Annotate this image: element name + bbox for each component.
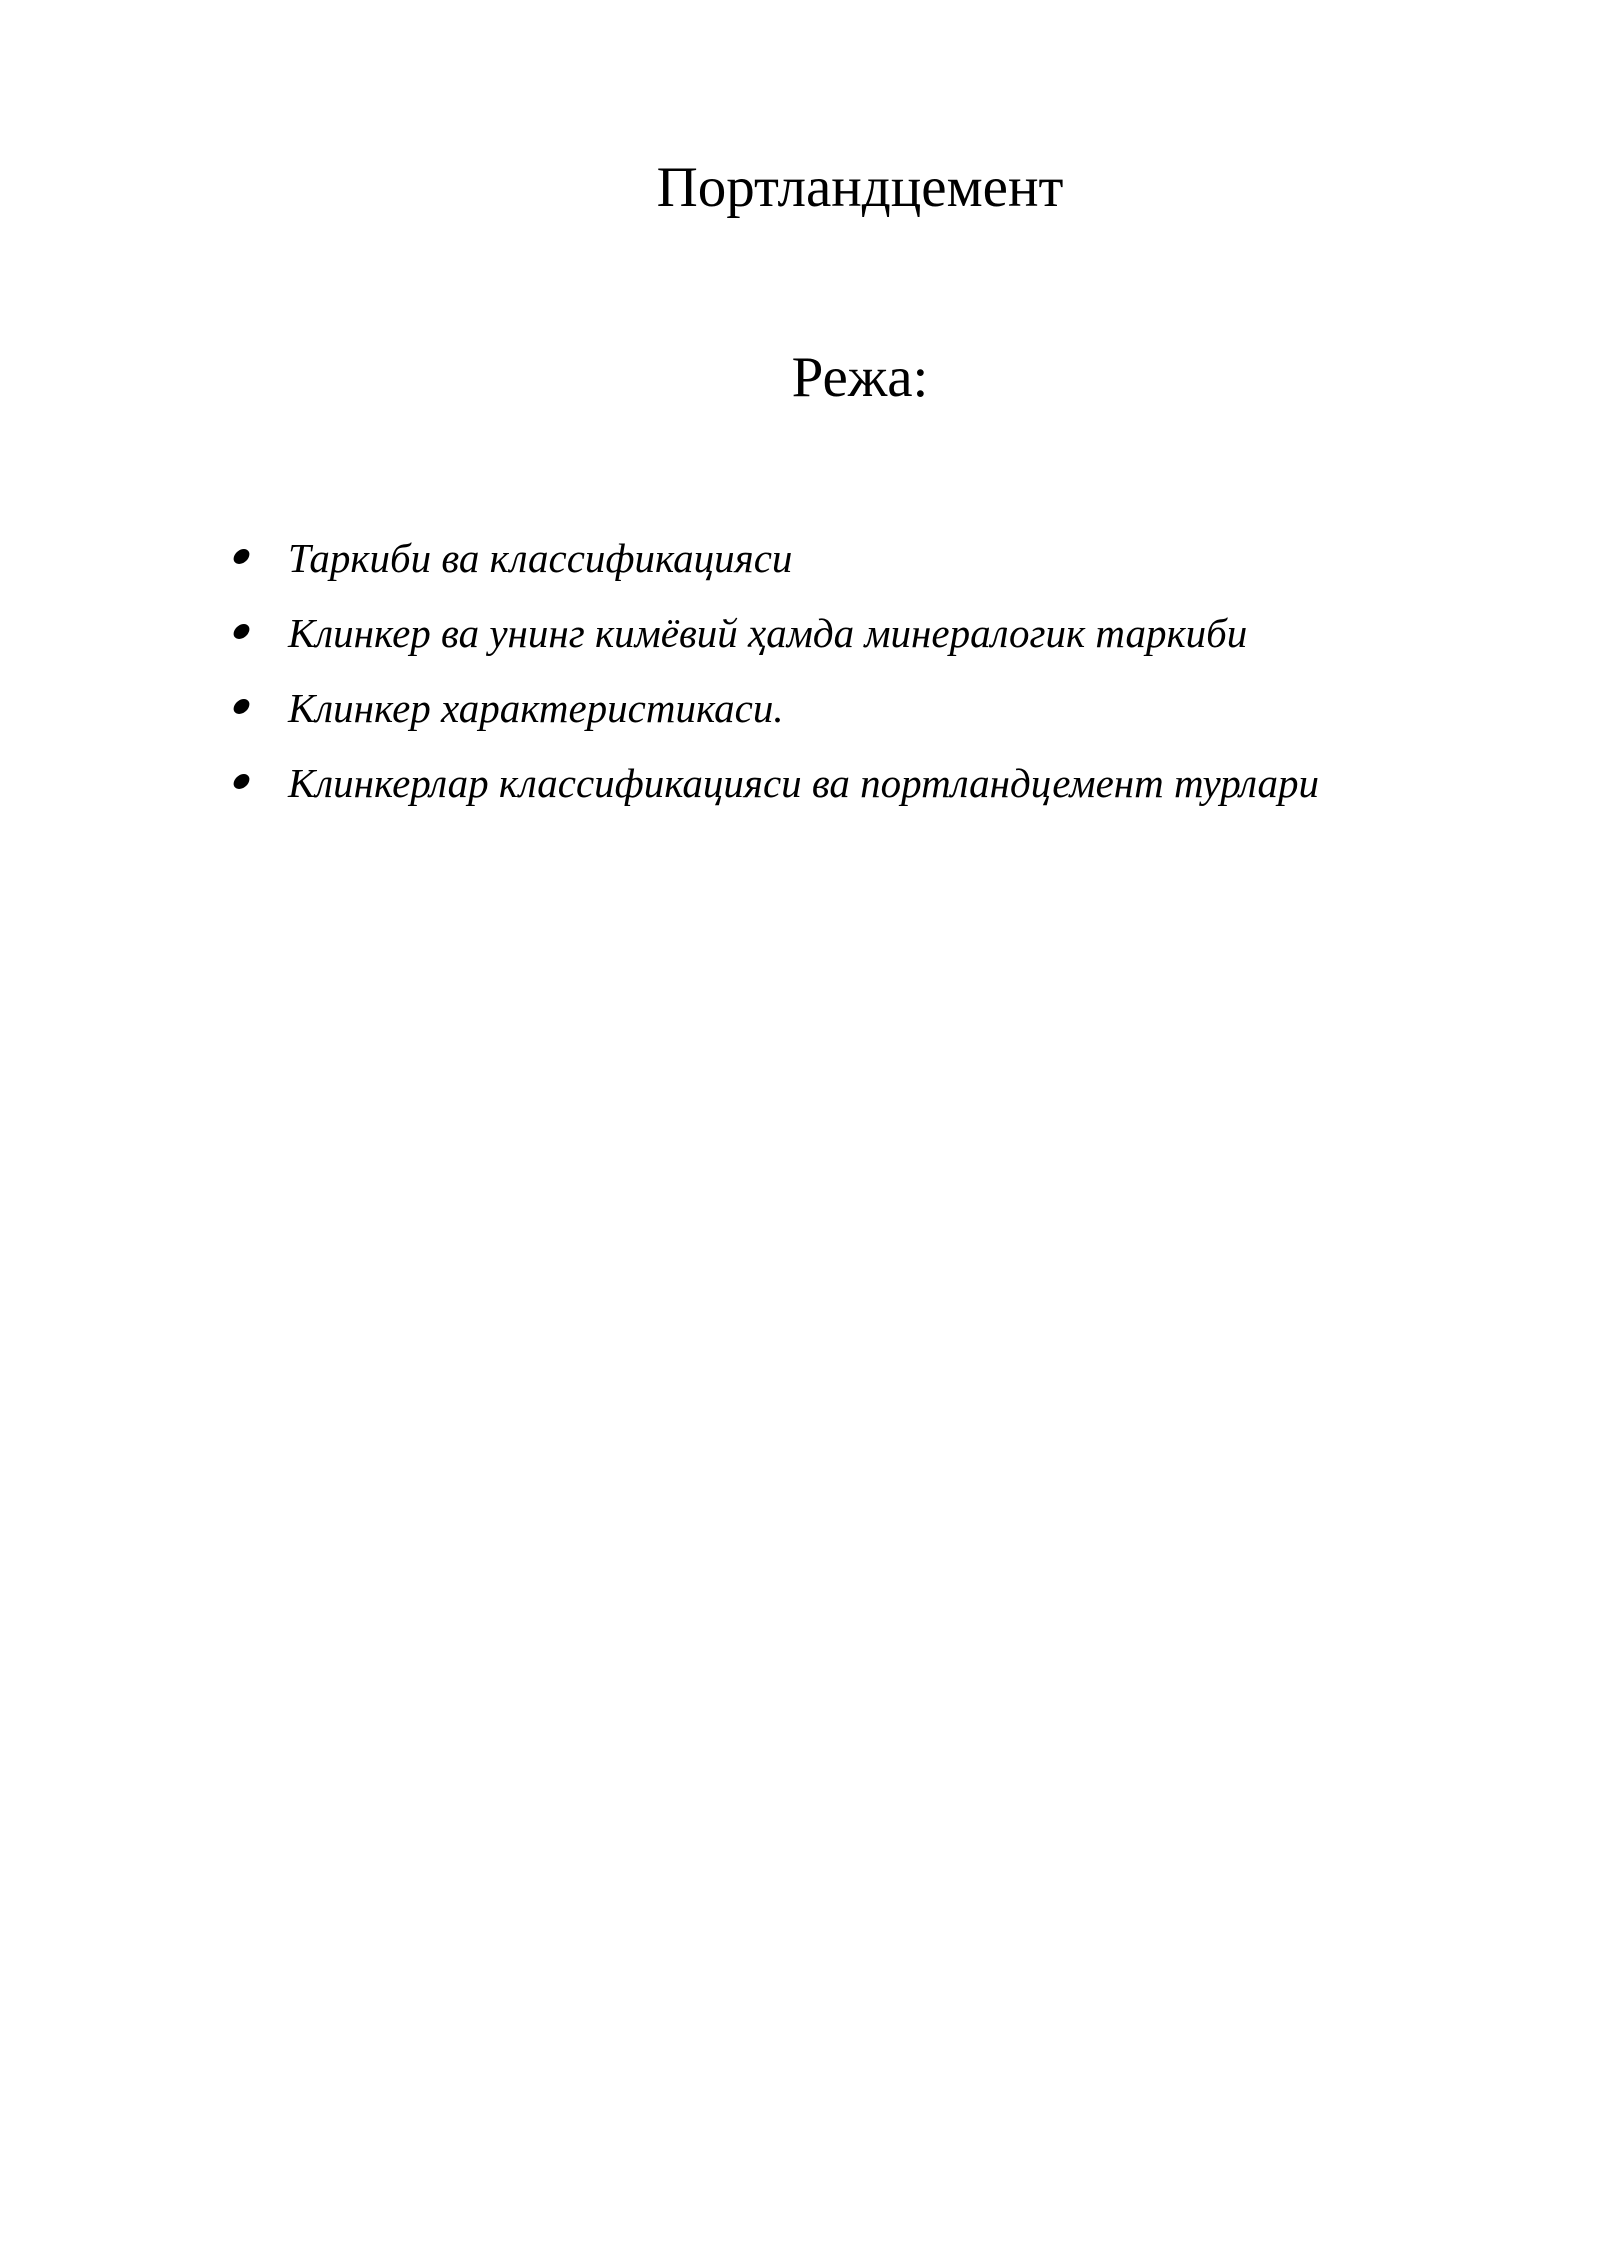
list-item-text: Клинкер ва унинг кимёвий ҳамда минералогик таркиби — [288, 610, 1248, 656]
list-item-text: Клинкер характеристикаси. — [288, 685, 784, 731]
list-item-text: Клинкерлар классификацияси ва портландцемент турлари — [288, 760, 1320, 806]
bullet-icon — [232, 774, 252, 789]
plan-heading: Режа: — [791, 346, 929, 409]
page-title: Портландцемент — [656, 156, 1064, 219]
bullet-icon — [232, 624, 252, 639]
bullet-icon — [232, 549, 252, 564]
bullet-icon — [232, 699, 252, 714]
list-item-text: Таркиби ва классификацияси — [288, 535, 793, 581]
